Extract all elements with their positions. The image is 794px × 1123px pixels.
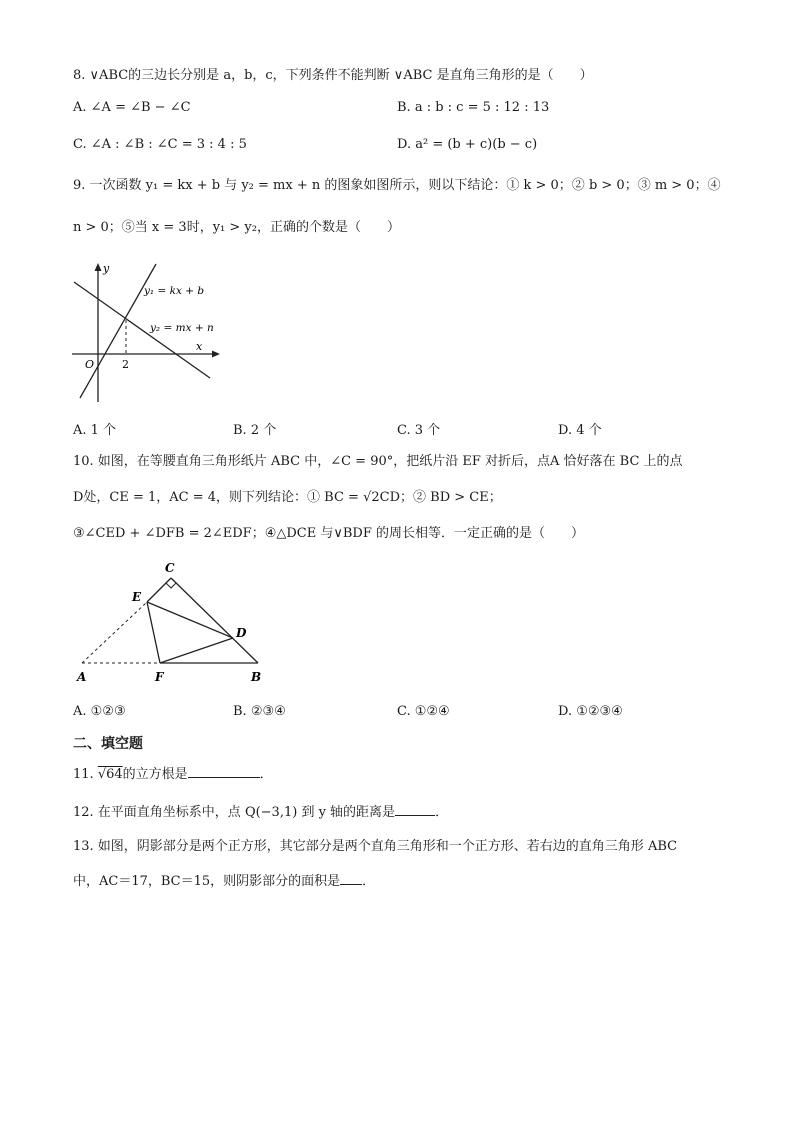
q8-stem: 8. ∨ABC的三边长分别是 a，b，c，下列条件不能判断 ∨ABC 是直角三角形的是（ ） <box>73 68 593 83</box>
q11-suffix: 的立方根是 <box>122 767 188 782</box>
q10-stem-line2: D处，CE = 1，AC = 4，则下列结论：① BC = √2CD；② BD > CE； <box>73 490 502 505</box>
q10-stem-line3: ③∠CED + ∠DFB = 2∠EDF；④△DCE 与∨BDF 的周长相等．一定正确的是（ ） <box>73 526 584 541</box>
q10-label-a: A <box>77 670 87 684</box>
q10-label-e: E <box>132 590 142 604</box>
q10-side-cb <box>171 578 258 663</box>
q9-option-a: A. 1 个 <box>73 423 117 438</box>
q12-answer-blank[interactable] <box>395 801 435 816</box>
q13-line2-wrap <box>73 870 375 892</box>
q13-answer-blank[interactable] <box>340 870 362 885</box>
q9-option-d: D. 4 个 <box>558 423 602 438</box>
q10-triangle-figure <box>70 556 270 686</box>
q12-text: 12. 在平面直角坐标系中，点 Q(−3,1) 到 y 轴的距离是 <box>73 805 396 820</box>
q11-radical: √64 <box>97 767 123 782</box>
q9-label-line1: y₁ = kx + b <box>144 285 205 297</box>
q8-option-a: A. ∠A = ∠B − ∠C <box>73 100 191 115</box>
q11-end: ． <box>259 767 273 782</box>
q10-side-ce <box>147 578 171 602</box>
q9-stem-line1: 9. 一次函数 y₁ = kx + b 与 y₂ = mx + n 的图象如图所示，则以下结论：① k > 0；② b > 0；③ m > 0；④ <box>73 178 721 193</box>
q10-side-ca-dashed <box>82 602 147 663</box>
q10-option-c: C. ①②④ <box>397 704 450 719</box>
q12-line <box>73 801 448 823</box>
q9-y-axis-arrow <box>95 263 102 271</box>
q10-label-c: C <box>165 561 175 575</box>
q10-right-angle-mark <box>166 583 176 588</box>
q9-function-graph <box>68 258 228 406</box>
q9-stem-line2: n > 0；⑤当 x = 3时，y₁ > y₂，正确的个数是（ ） <box>73 220 400 235</box>
q9-option-b: B. 2 个 <box>233 423 277 438</box>
q10-option-d: D. ①②③④ <box>558 704 623 719</box>
q9-label-y: y <box>103 262 110 275</box>
q11-answer-blank[interactable] <box>188 763 260 778</box>
q8-option-d: D. a² = (b + c)(b − c) <box>397 137 538 152</box>
q9-label-origin: O <box>85 358 95 371</box>
q13-line2: 中，AC＝17，BC＝15，则阴影部分的面积是 <box>73 874 341 889</box>
q10-label-f: F <box>155 670 164 684</box>
q10-segment-ef <box>147 602 160 663</box>
q8-option-b: B. a : b : c = 5 : 12 : 13 <box>397 100 550 115</box>
q10-option-b: B. ②③④ <box>233 704 286 719</box>
q13-line1: 13. 如图，阴影部分是两个正方形，其它部分是两个直角三角形和一个正方形、若右边的直角三角形 ABC <box>73 839 678 854</box>
q9-x-axis-arrow <box>212 351 220 358</box>
q9-option-c: C. 3 个 <box>397 423 441 438</box>
q9-label-two: 2 <box>122 358 129 371</box>
q11-prefix: 11. <box>73 767 98 782</box>
q9-label-line2: y₂ = mx + n <box>150 322 214 334</box>
q9-label-x: x <box>196 340 203 353</box>
q10-label-b: B <box>251 670 262 684</box>
q10-segment-ed <box>147 602 233 638</box>
q13-end: ． <box>362 874 376 889</box>
q10-stem-line1: 10. 如图，在等腰直角三角形纸片 ABC 中，∠C = 90°，把纸片沿 EF 对折后，点A 恰好落在 BC 上的点 <box>73 454 683 469</box>
q10-segment-fd <box>160 638 233 663</box>
q11-line <box>73 763 273 785</box>
q8-option-c: C. ∠A : ∠B : ∠C = 3 : 4 : 5 <box>73 137 247 152</box>
q12-end: ． <box>435 805 449 820</box>
q10-option-a: A. ①②③ <box>73 704 126 719</box>
q10-label-d: D <box>236 626 247 640</box>
section-fill-in-title: 二、填空题 <box>73 736 143 752</box>
